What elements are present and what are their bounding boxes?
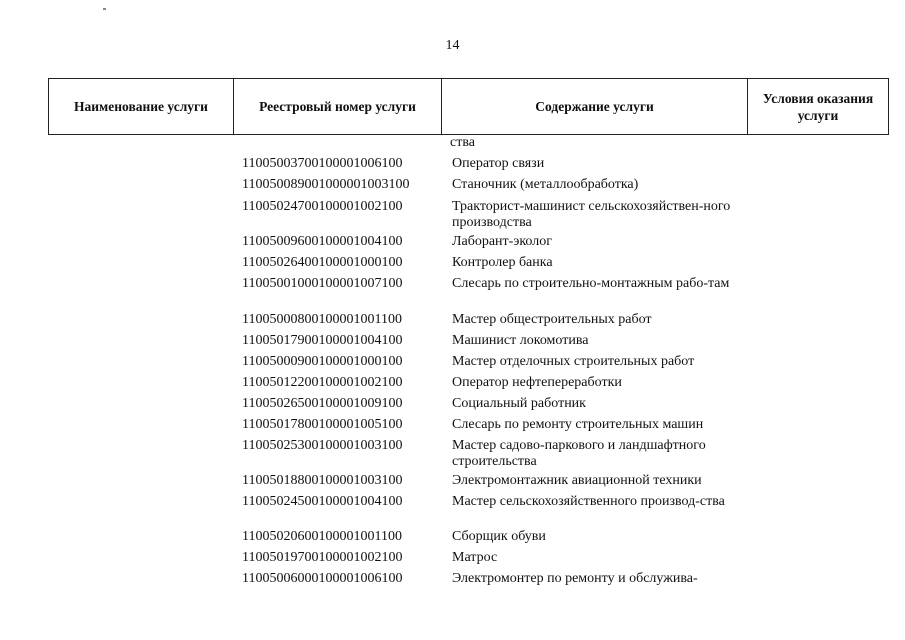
service-content: Контролер банка bbox=[452, 255, 553, 270]
registry-number: 11005026400100001000100 bbox=[242, 255, 403, 270]
service-content: Мастер отделочных строительных работ bbox=[452, 354, 695, 369]
registry-number: 11005017900100001004100 bbox=[242, 333, 403, 348]
service-content: Сборщик обуви bbox=[452, 529, 546, 544]
registry-number: 11005019700100001002100 bbox=[242, 550, 403, 565]
registry-number: 11005017800100001005100 bbox=[242, 417, 403, 432]
registry-number: 11005000900100001000100 bbox=[242, 354, 403, 369]
service-content: Оператор нефтепереработки bbox=[452, 375, 622, 390]
registry-number: 11005006000100001006100 bbox=[242, 571, 403, 586]
service-content: Тракторист-машинист сельскохозяйствен-ного производства bbox=[452, 199, 731, 230]
service-content: Мастер общестроительных работ bbox=[452, 312, 652, 327]
service-content: Слесарь по строительно-монтажным рабо-там bbox=[452, 276, 730, 291]
service-content: Оператор связи bbox=[452, 156, 545, 171]
page-number: 14 bbox=[445, 38, 460, 53]
service-content: Матрос bbox=[452, 550, 498, 565]
registry-number: 11005025300100001003100 bbox=[242, 438, 403, 453]
service-content: Электромонтажник авиационной техники bbox=[452, 473, 702, 488]
registry-number: 11005009600100001004100 bbox=[242, 234, 403, 249]
registry-number: 110050089001000001003100 bbox=[242, 177, 410, 192]
registry-number: 11005012200100001002100 bbox=[242, 375, 403, 390]
registry-number: 11005020600100001001100 bbox=[242, 529, 402, 544]
service-content: Слесарь по ремонту строительных машин bbox=[452, 417, 704, 432]
registry-number: 11005024700100001002100 bbox=[242, 199, 403, 214]
continuation-text: ства bbox=[450, 135, 475, 150]
service-content: Станочник (металлообработка) bbox=[452, 177, 639, 192]
service-content: Мастер сельскохозяйственного производ-ства bbox=[452, 494, 725, 509]
registry-number: 11005018800100001003100 bbox=[242, 473, 403, 488]
registry-number: 11005000800100001001100 bbox=[242, 312, 402, 327]
registry-number: 11005003700100001006100 bbox=[242, 156, 403, 171]
service-content: Машинист локомотива bbox=[452, 333, 589, 348]
service-content: Электромонтер по ремонту и обслужива- bbox=[452, 571, 698, 586]
header-service-name: Наименование услуги bbox=[49, 79, 234, 134]
header-service-conditions: Условия оказания услуги bbox=[762, 90, 874, 123]
header-service-content: Содержание услуги bbox=[442, 79, 748, 134]
header-registry-number: Реестровый номер услуги bbox=[234, 79, 442, 134]
service-content: Лаборант-эколог bbox=[452, 234, 552, 249]
registry-number: 11005026500100001009100 bbox=[242, 396, 403, 411]
table-header bbox=[48, 78, 889, 135]
registry-number: 11005024500100001004100 bbox=[242, 494, 403, 509]
service-content: Мастер садово-паркового и ландшафтного строительства bbox=[452, 438, 706, 469]
registry-number: 11005001000100001007100 bbox=[242, 276, 403, 291]
scan-speck bbox=[103, 8, 106, 10]
service-content: Социальный работник bbox=[452, 396, 586, 411]
